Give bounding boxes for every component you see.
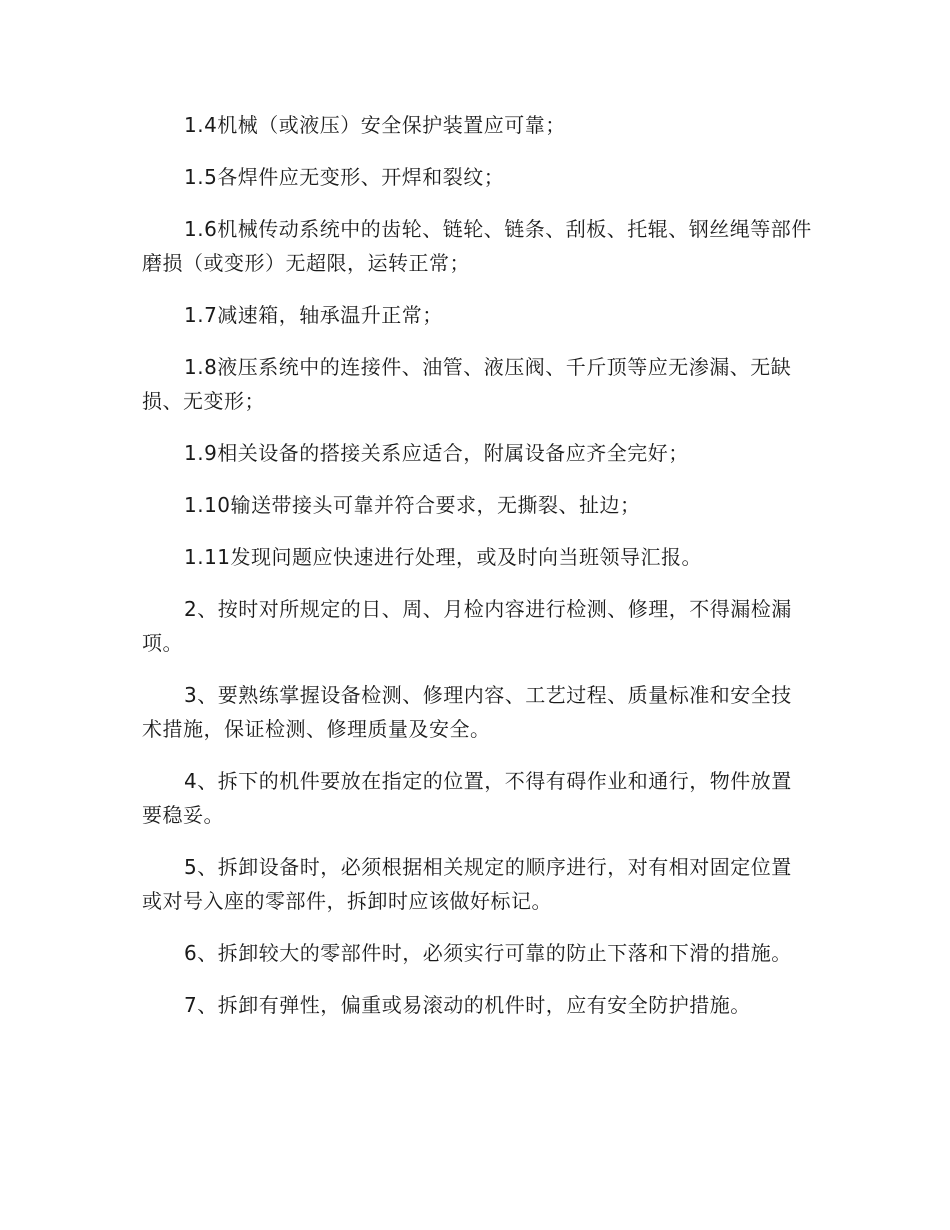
paragraph-4: 4、拆下的机件要放在指定的位置，不得有碍作业和通行，物件放置要稳妥。 (142, 769, 792, 827)
paragraph-1-10: 1.10输送带接头可靠并符合要求，无撕裂、扯边； (184, 493, 641, 517)
paragraph-1-9: 1.9相关设备的搭接关系应适合，附属设备应齐全完好； (184, 441, 689, 465)
paragraph-5: 5、拆卸设备时，必须根据相关规定的顺序进行，对有相对固定位置或对号入座的零部件，拆卸时应该做好标记。 (142, 855, 792, 913)
paragraph-2: 2、按时对所规定的日、周、月检内容进行检测、修理，不得漏检漏项。 (142, 597, 792, 655)
paragraph-1-4: 1.4机械（或液压）安全保护装置应可靠； (184, 113, 566, 137)
paragraph-1-5: 1.5各焊件应无变形、开焊和裂纹； (184, 165, 505, 189)
paragraph-3: 3、要熟练掌握设备检测、修理内容、工艺过程、质量标准和安全技术措施，保证检测、修理质量及安全。 (142, 683, 792, 741)
paragraph-1-6: 1.6机械传动系统中的齿轮、链轮、链条、刮板、托辊、钢丝绳等部件磨损（或变形）无超限，运转正常； (142, 217, 812, 275)
paragraph-1-11: 1.11发现问题应快速进行处理，或及时向当班领导汇报。 (184, 545, 703, 569)
paragraph-1-8: 1.8液压系统中的连接件、油管、液压阀、千斤顶等应无渗漏、无缺损、无变形； (142, 355, 792, 413)
paragraph-7: 7、拆卸有弹性，偏重或易滚动的机件时，应有安全防护措施。 (184, 993, 751, 1017)
paragraph-6: 6、拆卸较大的零部件时，必须实行可靠的防止下落和下滑的措施。 (184, 941, 792, 965)
paragraph-1-7: 1.7减速箱，轴承温升正常； (184, 303, 443, 327)
document-body (142, 108, 812, 1040)
